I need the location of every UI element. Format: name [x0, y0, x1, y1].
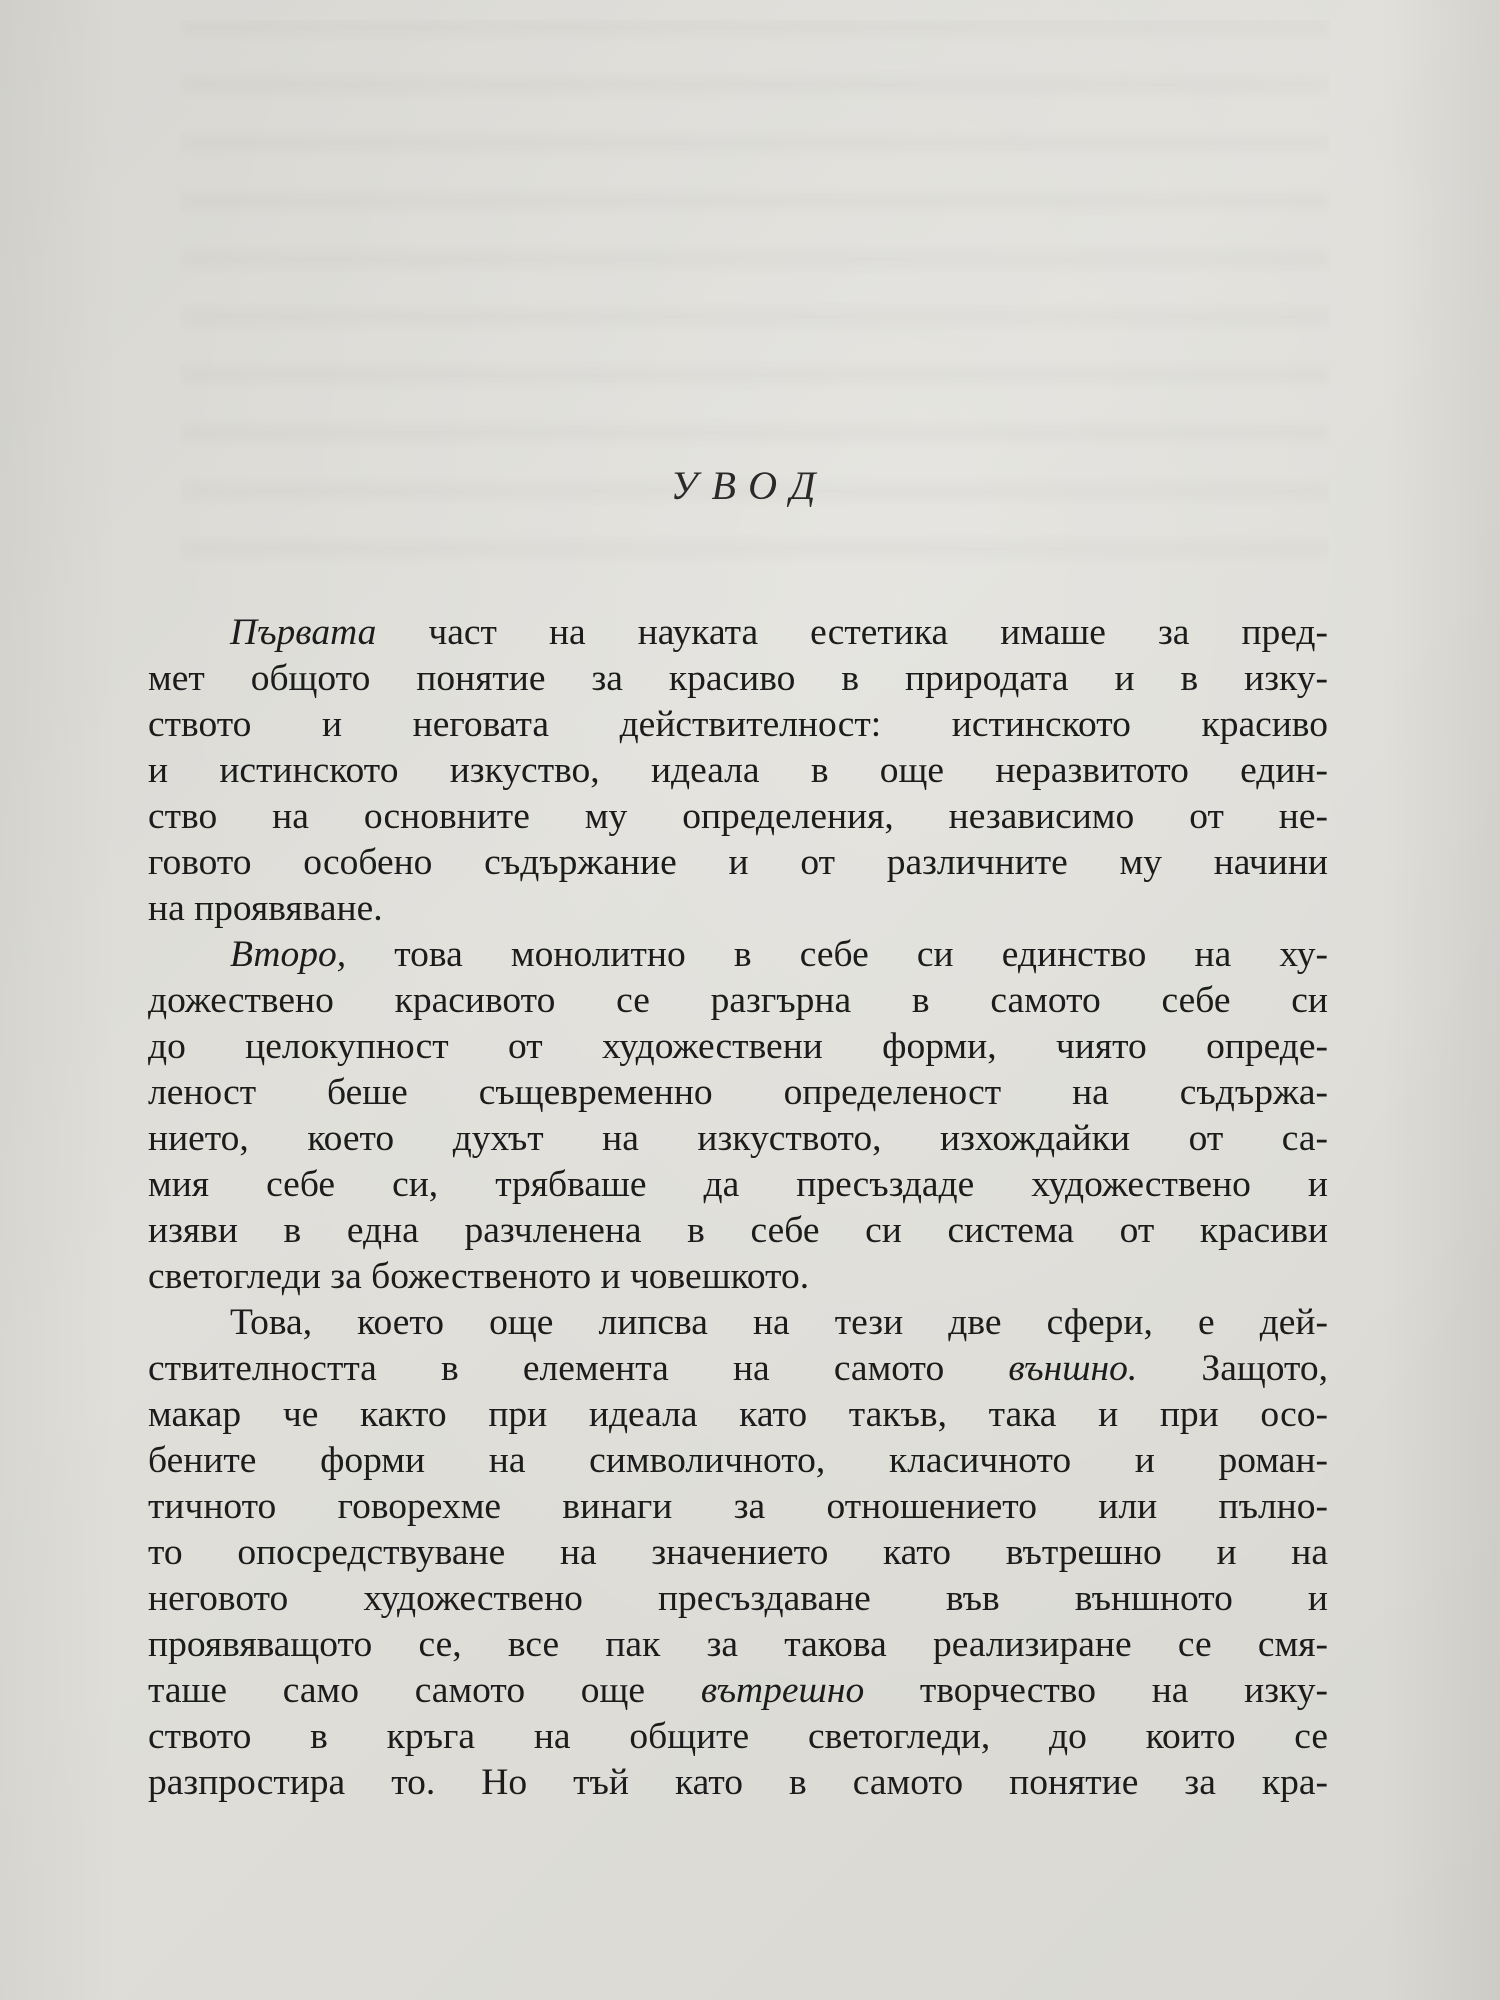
text-line: неговото художествено пресъздаване във външното и [148, 1578, 1328, 1619]
text-line: мия себе си, трябваше да пресъздаде художествено и [148, 1164, 1328, 1205]
text-line: проявяващото се, все пак за такова реализиране се смя- [148, 1624, 1328, 1665]
text-line: то опосредствуване на значението като вътрешно и на [148, 1532, 1328, 1573]
text-line: светогледи за божественото и човешкото. [148, 1256, 810, 1297]
text-line: говото особено съдържание и от различните му начини [148, 842, 1328, 883]
text-line: нието, което духът на изкуството, изхождайки от са- [148, 1118, 1328, 1159]
text-line: ствителността в елемента на самото външно. Защото, [148, 1348, 1328, 1389]
emphasis: външно. [1008, 1348, 1138, 1389]
text-line: бените форми на символичното, класичното и роман- [148, 1440, 1328, 1481]
emphasis: Второ, [230, 934, 347, 975]
text-line: ството в кръга на общите светогледи, до които се [148, 1716, 1328, 1757]
text-line: разпростира то. Но тъй като в самото понятие за кра- [148, 1762, 1328, 1803]
text-line: таше само самото още вътрешно творчество на изку- [148, 1670, 1328, 1711]
body-text [148, 610, 1328, 1806]
text-line: ството и неговата действителност: истинското красиво [148, 704, 1328, 745]
text-line: и истинското изкуство, идеала в още неразвитото един- [148, 750, 1328, 791]
text-line: Второ, това монолитно в себе си единство на ху- [230, 934, 1328, 975]
text-line: дожествено красивото се разгърна в самото себе си [148, 980, 1328, 1021]
text-line: Това, което още липсва на тези две сфери, е дей- [230, 1302, 1328, 1343]
emphasis: Първата [230, 612, 377, 653]
text-line: ство на основните му определения, независимо от не- [148, 796, 1328, 837]
text-line: мет общото понятие за красиво в природата и в изку- [148, 658, 1328, 699]
text-line: тичното говорехме винаги за отношението или пълно- [148, 1486, 1328, 1527]
emphasis: вътрешно [700, 1670, 865, 1711]
text-line: Първата част на науката естетика имаше за пред- [230, 612, 1328, 653]
text-line: на проявяване. [148, 888, 383, 929]
text-line: изяви в една разчленена в себе си система от красиви [148, 1210, 1328, 1251]
chapter-heading: УВОД [670, 463, 830, 508]
text-line: леност беше същевременно определеност на съдържа- [148, 1072, 1328, 1113]
text-line: макар че както при идеала като такъв, така и при осо- [148, 1394, 1328, 1435]
text-line: до целокупност от художествени форми, чиято опреде- [148, 1026, 1328, 1067]
